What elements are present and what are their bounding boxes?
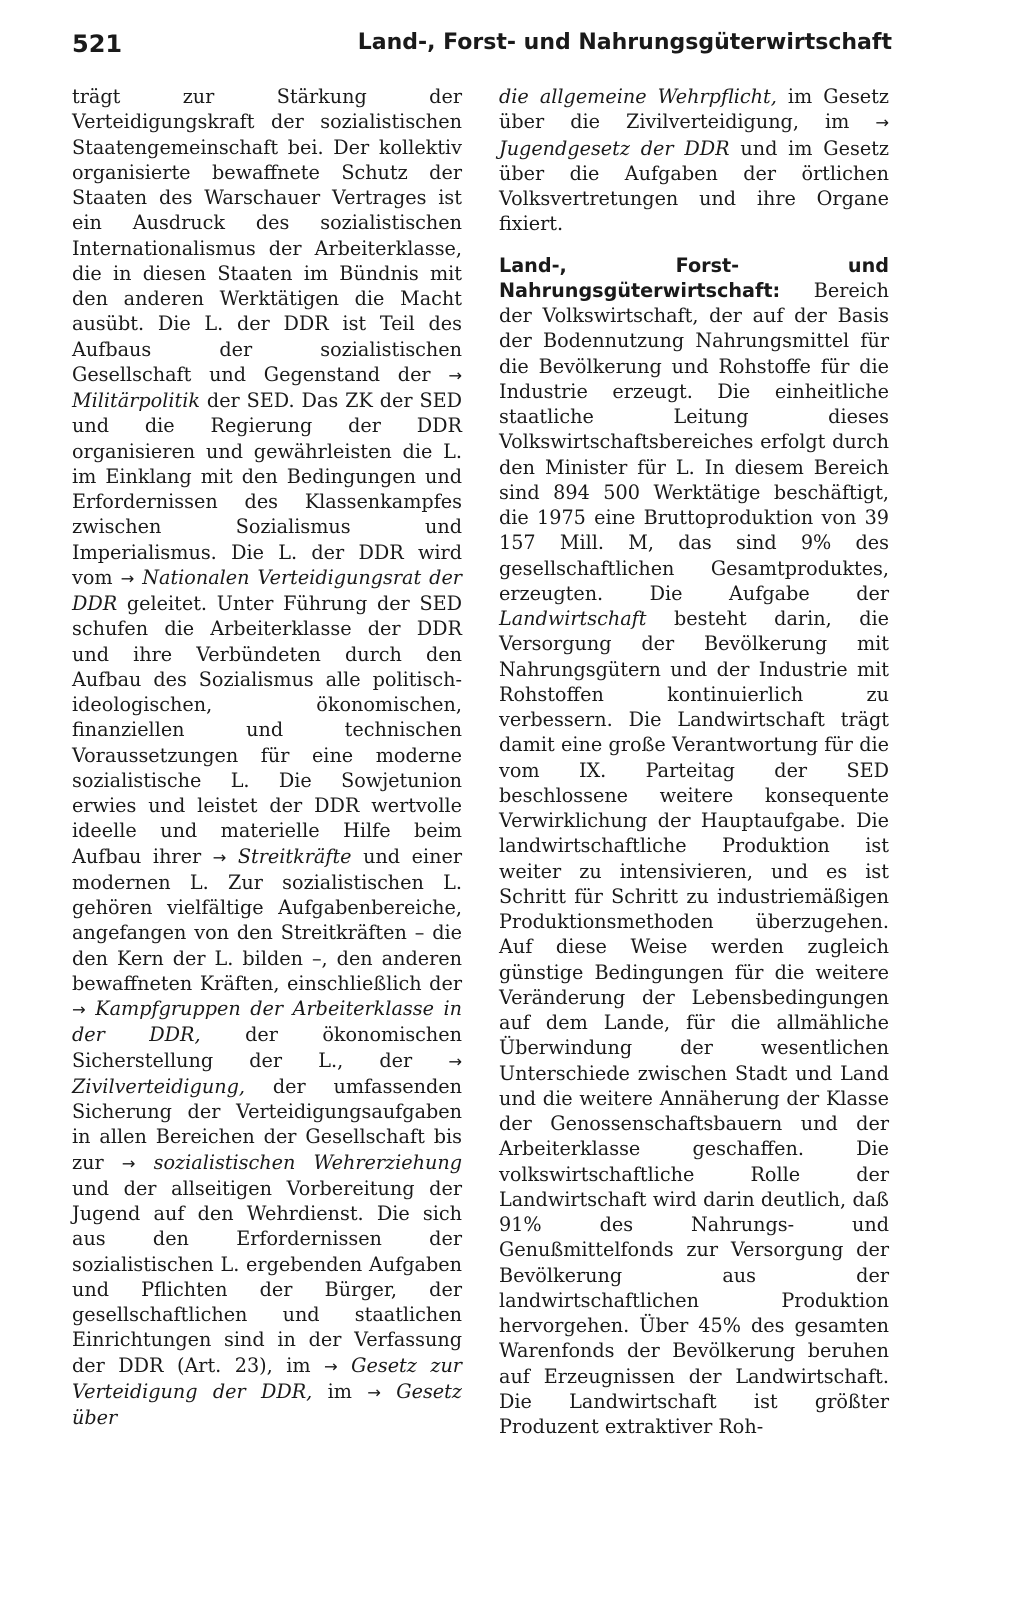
- text-run: und einer modernen L. Zur sozialistischen L. gehören vielfältige Aufgabenbereiche, angefangen von den Streitkräften – die den Kern der L. bilden –, den anderen bewaffneten Kräften, einschließlich der: [72, 844, 462, 995]
- text-run: trägt zur Stärkung der Verteidigungskraft der sozialistischen Staatengemeinschaft bei. Der kollektiv organisierte bewaffnete Schutz der Staaten des Warschauer Vertrages ist ein Ausdruck des sozialistischen Internationalismus der Arbeiterklasse, die in diesen Staaten im Bündnis mit den anderen Werktätigen die Macht ausübt. Die L. der DDR ist Teil des Aufbaus der sozialistischen Gesellschaft und Gegenstand der: [72, 85, 462, 386]
- cross-reference-link[interactable]: Zivilverteidigung,: [72, 1074, 245, 1098]
- cross-reference-link[interactable]: Gesetz zur Verteidigung der DDR,: [72, 1353, 462, 1403]
- text-run: der SED. Das ZK der SED und die Regierung der DDR organisieren und gewährleisten die L. im Einklang mit den Bedingungen und Erfordernissen des Klassenkampfes zwischen Sozialismus und Imperialismus. Die L. der DDR wird vom: [72, 389, 462, 589]
- text-run: und im Gesetz über die Aufgaben der örtlichen Volksvertretungen und ihre Organe fixiert.: [499, 136, 889, 236]
- cross-reference-arrow-icon: →: [448, 365, 462, 385]
- cross-reference-link[interactable]: Gesetz über: [72, 1379, 462, 1429]
- text-run: geleitet. Unter Führung der SED schufen die Arbeiterklasse der DDR und ihre Verbündeten durch den Aufbau des Sozialismus alle politisch-ideologischen, ökonomischen, finanziellen und technischen Voraussetzungen für eine moderne sozialistische L. Die Sowjetunion erwies und leistet der DDR wertvolle ideelle und materielle Hilfe beim Aufbau ihrer: [72, 592, 462, 868]
- text-run: besteht darin, die Versorgung der Bevölkerung mit Nahrungsgütern und der Industrie mit Rohstoffen kontinuierlich zu verbessern. Die Landwirtschaft trägt damit eine große Verantwortung für die vom IX. Parteitag der SED beschlossene weitere konsequente Verwirklichung der Hauptaufgabe. Die landwirtschaftliche Produktion ist weiter zu intensivieren, und es ist Schritt für Schritt zu industriemäßigen Produktionsmethoden überzugehen. Auf diese Weise werden zugleich günstige Bedingungen für die weitere Veränderung der Lebensbedingungen auf dem Lande, für die allmähliche Überwindung der wesentlichen Unterschiede zwischen Stadt und Land und die weitere Annäherung der Klasse der Genossenschaftsbauern und der Arbeiterklasse geschaffen. Die volkswirtschaftliche Rolle der Landwirtschaft wird darin deutlich, daß 91% des Nahrungs- und Genußmittelfonds zur Versorgung der Bevölkerung aus der landwirtschaftlichen Produktion hervorgehen. Über 45% des gesamten Warenfonds der Bevölkerung beruhen auf Erzeugnissen der Landwirtschaft. Die Landwirtschaft ist größter Produzent extraktiver Roh-: [499, 607, 889, 1438]
- continued-entry-text: [499, 84, 889, 237]
- text-run: und der allseitigen Vorbereitung der Jugend auf den Wehrdienst. Die sich aus den Erfordernissen der sozialistischen L. ergebenden Aufgaben und Pflichten der Bürger, der gesellschaftlichen und staatlichen Einrichtungen sind in der Verfassung der DDR (Art. 23), im: [72, 1176, 462, 1377]
- emphasis-term: Landwirtschaft: [499, 607, 647, 630]
- right-column: [499, 84, 889, 1439]
- page-header: [72, 22, 892, 66]
- cross-reference-arrow-icon: →: [212, 847, 227, 867]
- page-number: 521: [72, 30, 123, 58]
- dictionary-entry: [499, 253, 889, 1440]
- cross-reference-arrow-icon: →: [448, 1051, 462, 1071]
- cross-reference-arrow-icon: →: [367, 1382, 381, 1402]
- cross-reference-arrow-icon: →: [121, 1153, 136, 1173]
- cross-reference-link[interactable]: sozialistischen Wehrerziehung: [153, 1150, 463, 1174]
- text-run: der umfassenden Sicherung der Verteidigungsaufgaben in allen Bereichen der Gesellschaft bis zur: [72, 1074, 462, 1174]
- cross-reference-link[interactable]: Nationalen Verteidigungsrat der DDR: [72, 565, 462, 615]
- cross-reference-link[interactable]: die allgemeine Wehrpflicht,: [499, 85, 777, 108]
- cross-reference-arrow-icon: →: [324, 1356, 338, 1376]
- text-run: im: [327, 1379, 352, 1403]
- cross-reference-arrow-icon: →: [72, 1000, 86, 1019]
- text-run: im Gesetz über die Zivilverteidigung, im: [499, 85, 889, 134]
- cross-reference-arrow-icon: →: [875, 113, 889, 133]
- text-run: Bereich der Volkswirtschaft, der auf der Basis der Bodennutzung Nahrungsmittel für die Bevölkerung und Rohstoffe für die Industrie erzeugt. Die einheitliche staatliche Leitung dieses Volkswirtschaftsbereiches erfolgt durch den Minister für L. In diesem Bereich sind 894 500 Werktätige beschäftigt, die 1975 eine Bruttoproduktion von 39 157 Mill. M, das sind 9% des gesellschaftlichen Gesamtproduktes, erzeugten. Die Aufgabe der: [499, 278, 889, 605]
- cross-reference-link[interactable]: Kampfgruppen der Arbeiterklasse in der DDR,: [72, 997, 462, 1047]
- cross-reference-arrow-icon: →: [120, 568, 135, 588]
- left-column: [72, 84, 462, 1430]
- text-run: der ökonomischen Sicherstellung der L., der: [72, 1023, 462, 1072]
- entry-headword: Land-, Forst- und Nahrungsgüterwirtschaft:: [499, 253, 889, 302]
- continued-entry-text: [72, 84, 462, 1430]
- cross-reference-link[interactable]: Militärpolitik: [72, 389, 200, 412]
- cross-reference-link[interactable]: Jugendgesetz der DDR: [499, 136, 730, 160]
- cross-reference-link[interactable]: Streitkräfte: [237, 844, 352, 868]
- running-head: Land-, Forst- und Nahrungsgüterwirtschaft: [357, 30, 892, 55]
